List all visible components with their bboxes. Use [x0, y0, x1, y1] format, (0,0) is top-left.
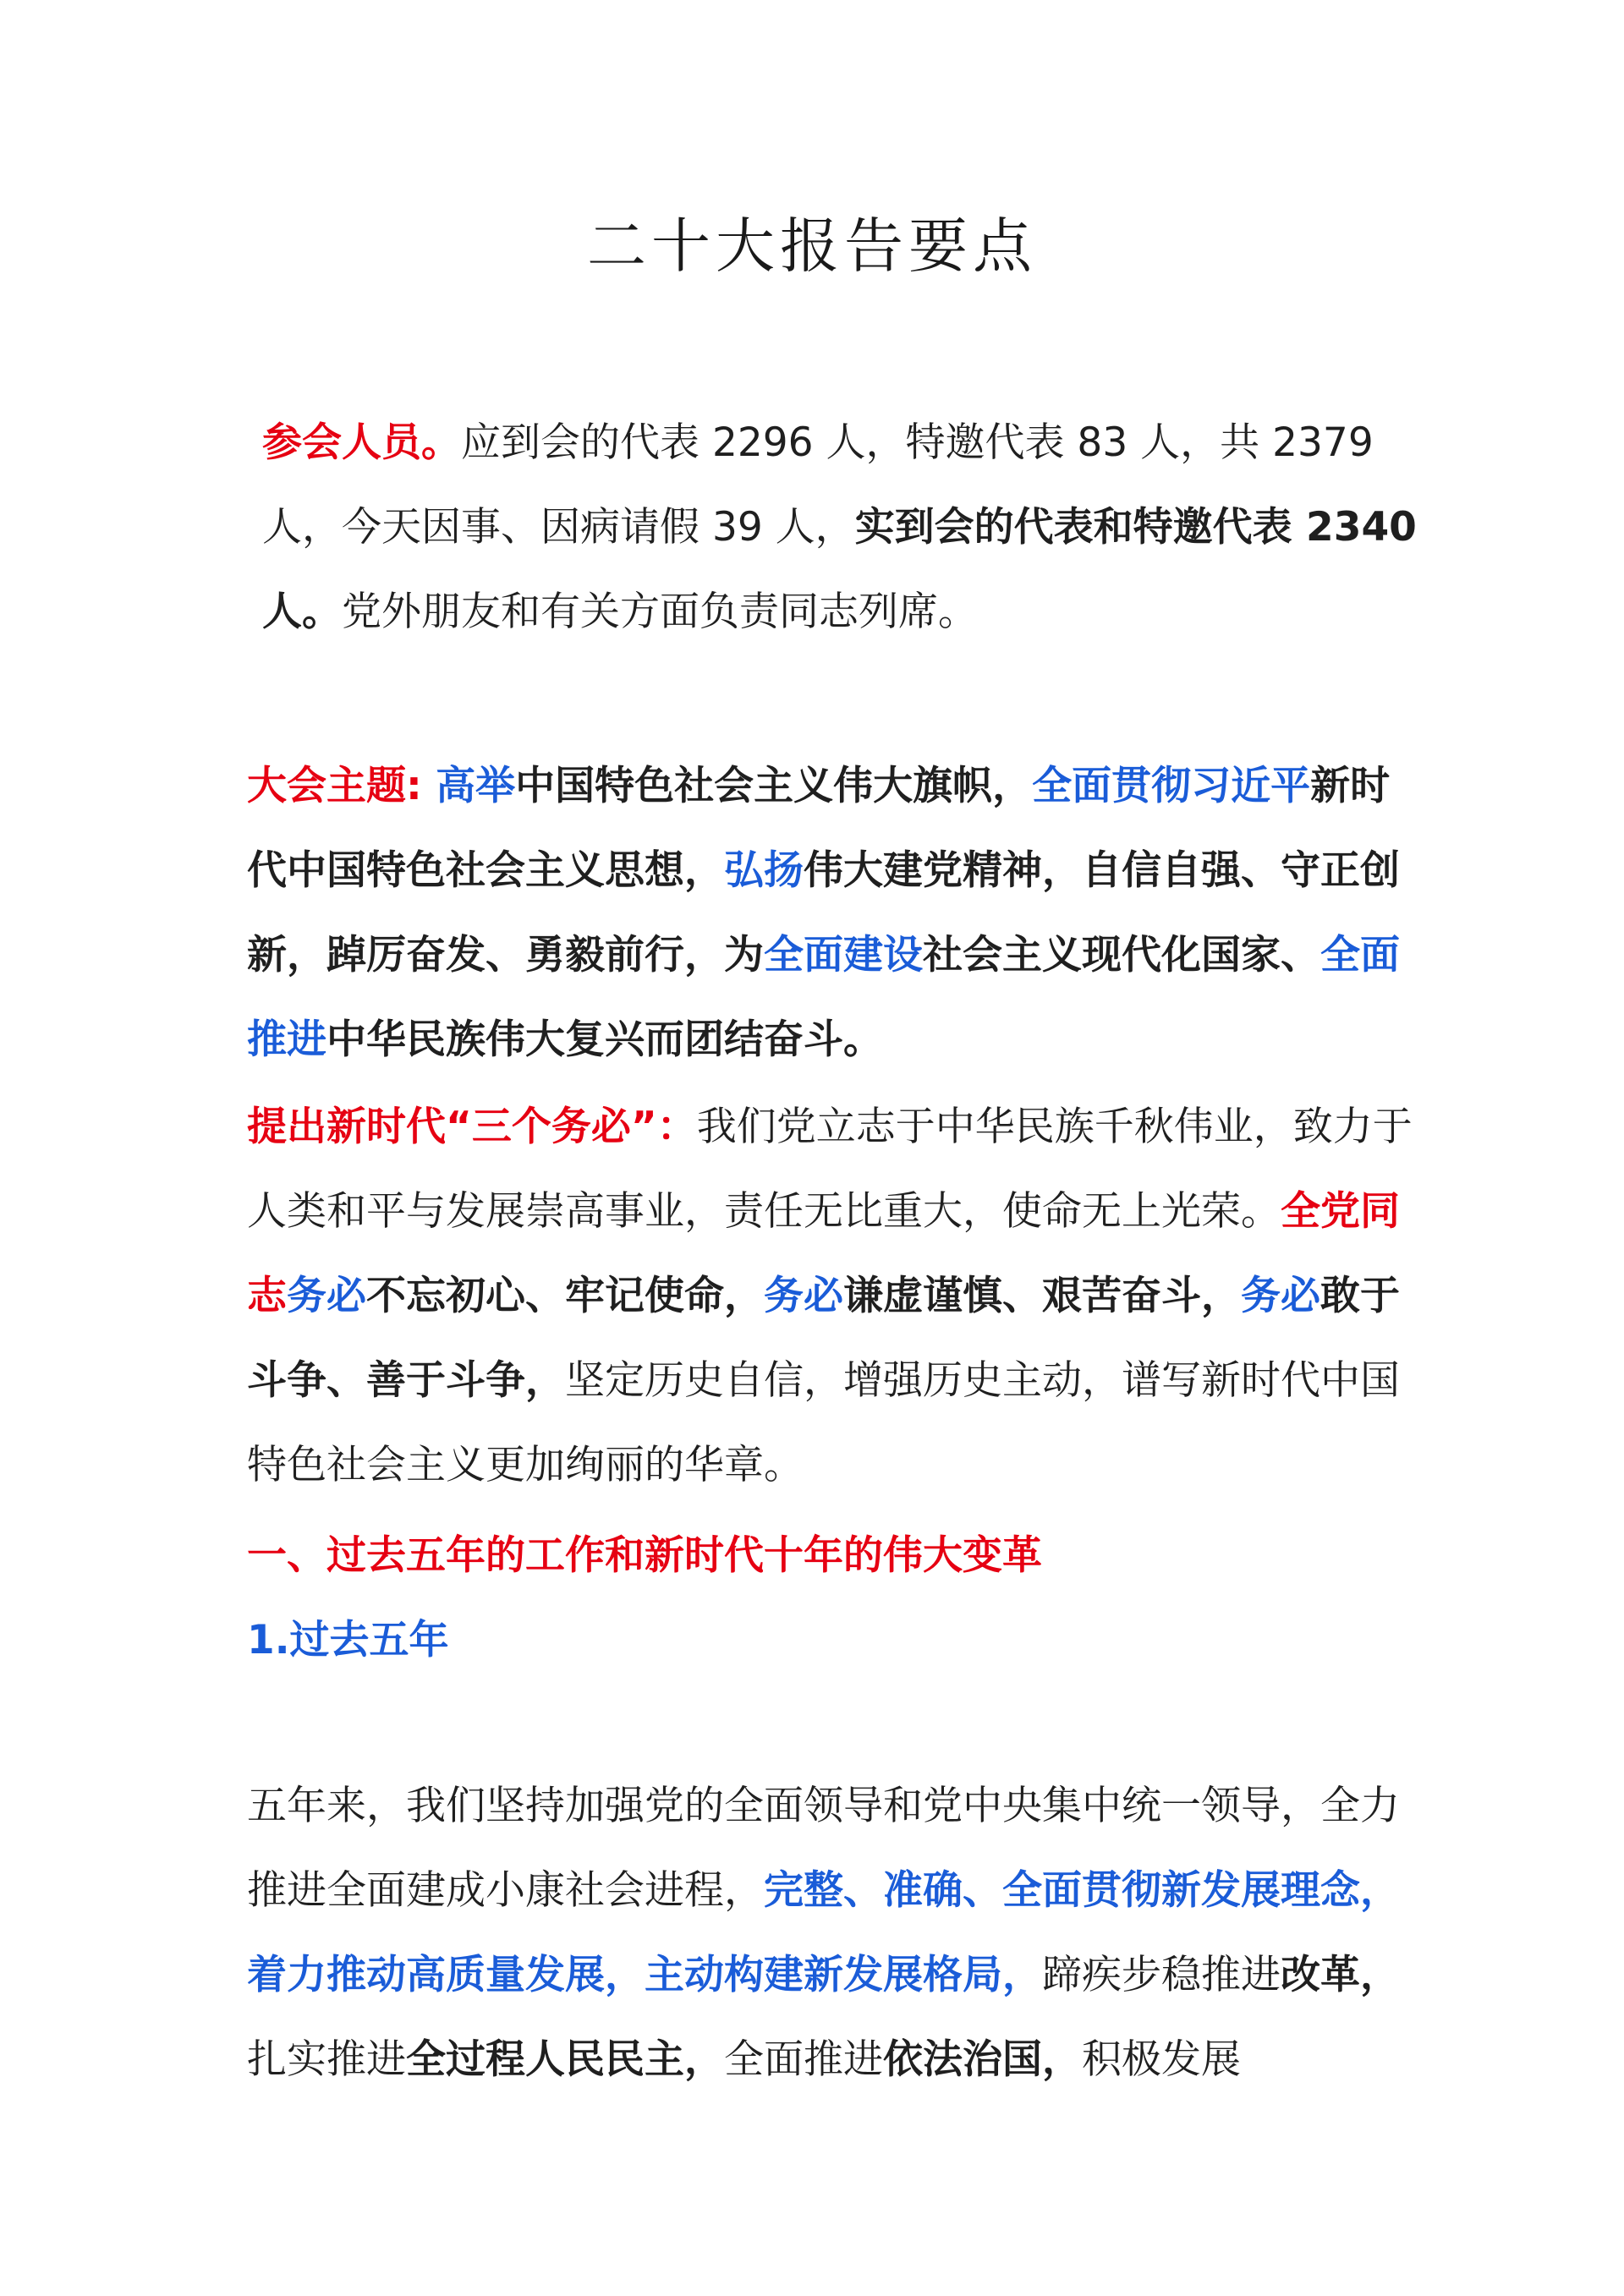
three-musts-run: 提出新时代“三个务必”：: [247, 1104, 697, 1150]
five-years-run: 蹄疾步稳推进: [1042, 1952, 1281, 1998]
theme-run: 大会主题:: [247, 763, 436, 809]
attendance-paragraph: [262, 401, 1429, 655]
theme-run: 新时代中国特色社会主义思想，: [247, 763, 1391, 894]
theme-run: 全面建设: [764, 932, 923, 978]
five-years-run: 改革，: [1281, 1952, 1400, 1998]
attendance-run: 参会人员。: [262, 419, 461, 466]
five-years-run: 积极发展: [1082, 2036, 1241, 2083]
three-musts-run: 坚定历史自信，增强历史主动，谱写新时代中国特色社会主义更加绚丽的华章。: [247, 1357, 1400, 1488]
theme-run: 中华民族伟大复兴而团结奋斗。: [326, 1016, 883, 1063]
three-musts-run: 务必: [1241, 1273, 1320, 1319]
five-years-run: 全过程人民民主，: [406, 2036, 724, 2083]
five-years-run: 五年来，我们坚持加强党的全面领导和党中央集中统一领导，全力推进全面建成小康社会进程，: [247, 1783, 1400, 1914]
attendance-run: 实到会的代表和特邀代表 2340 人。: [262, 504, 1417, 635]
five-years-run: 扎实推进: [247, 2036, 406, 2083]
three-musts-run: 谦虚谨慎、艰苦奋斗，: [843, 1273, 1241, 1319]
five-years-run: 完整、准确、全面贯彻新发展理念，着力推动高质量发展，主动构建新发展格局，: [247, 1867, 1400, 1998]
theme-run: 高举: [436, 763, 516, 809]
subheading: 1.过去五年: [247, 1617, 449, 1663]
attendance-run: 应到会的代表 2296 人，特邀代表 83 人，共 2379 人，今天因事、因病请假 39 人，: [262, 419, 1374, 551]
three-musts-run: 务必: [764, 1273, 843, 1319]
theme-run: 全面推进: [247, 932, 1400, 1063]
attendance-run: 党外朋友和有关方面负责同志列席。: [342, 589, 978, 635]
three-musts-run: 不忘初心、牢记使命，: [366, 1273, 764, 1319]
five-years-run: 全面推进: [724, 2036, 883, 2083]
page-title: 二十大报告要点: [587, 211, 1037, 281]
theme-run: 伟大建党精神，自信自强、守正创新，踔厉奋发、勇毅前行，为: [247, 847, 1400, 978]
three-musts-run: 全党同志: [247, 1188, 1400, 1319]
theme-paragraph: [247, 744, 1414, 1082]
three-musts-run: 敢于斗争、善于斗争，: [247, 1273, 1400, 1404]
three-musts-paragraph: [247, 1085, 1414, 1508]
theme-run: 中国特色社会主义伟大旗帜，: [515, 763, 1033, 809]
section-heading: 一、过去五年的工作和新时代十年的伟大变革: [247, 1532, 1042, 1579]
three-musts-run: 我们党立志于中华民族千秋伟业，致力于人类和平与发展崇高事业，责任无比重大，使命无上光荣。: [247, 1104, 1413, 1235]
three-musts-run: 务必: [287, 1273, 366, 1319]
five-years-paragraph: [247, 1764, 1414, 2102]
theme-run: 社会主义现代化国家、: [923, 932, 1320, 978]
five-years-run: 依法治国，: [883, 2036, 1082, 2083]
theme-run: 弘扬: [724, 847, 804, 894]
theme-run: 全面贯彻习近平: [1032, 763, 1311, 809]
